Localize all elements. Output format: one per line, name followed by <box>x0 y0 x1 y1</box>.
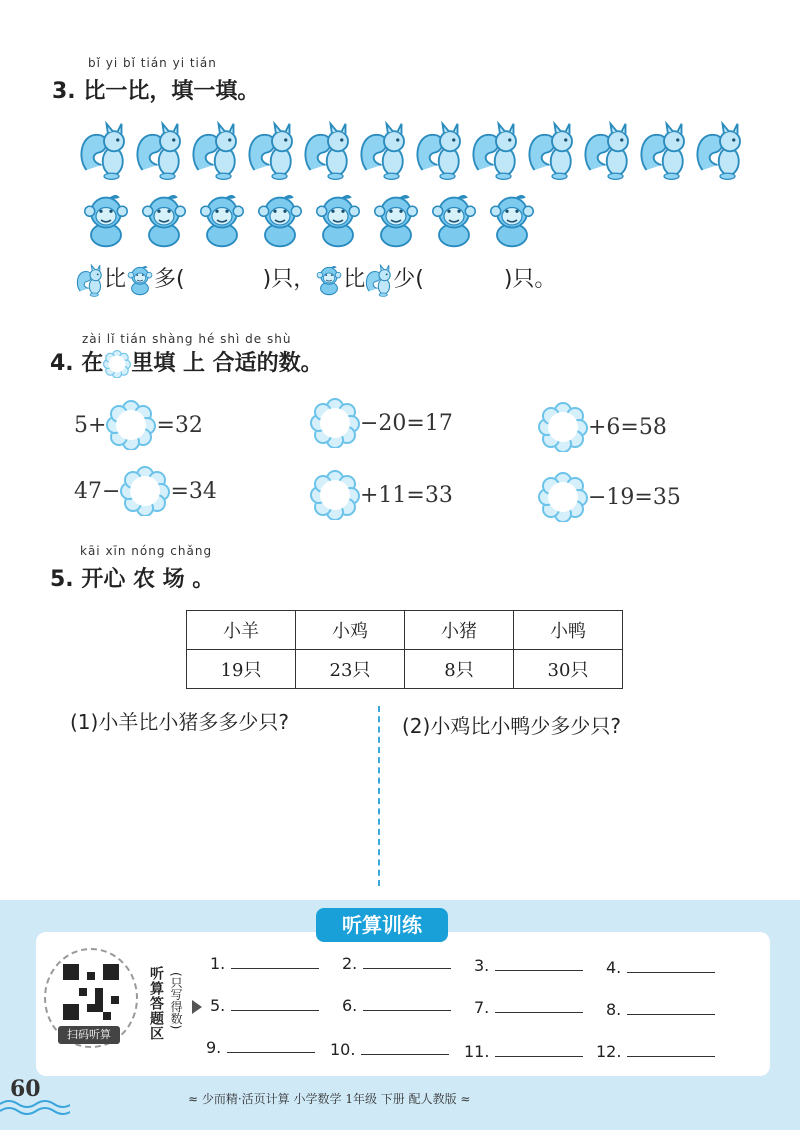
monkey-icon <box>315 263 343 297</box>
monkey-icon <box>370 190 422 250</box>
eq6-right: −19=35 <box>588 484 681 510</box>
q4-pinyin: zài lǐ tián shàng hé shì de shù <box>82 332 292 346</box>
monkey-icon <box>428 190 480 250</box>
blank-label: 4. <box>606 958 622 977</box>
blank-8[interactable] <box>606 1000 715 1019</box>
eq1-left: 5+ <box>74 412 107 438</box>
eq4-right: =34 <box>170 478 217 504</box>
blank-1[interactable] <box>210 954 319 973</box>
q4-title-a: 4. 在 <box>50 351 104 376</box>
qr-label: 扫码听算 <box>58 1026 120 1044</box>
side-note: (只写得数) <box>169 972 183 1030</box>
blank-label: 9. <box>206 1038 222 1057</box>
blank-label: 6. <box>342 996 358 1015</box>
answer-flower-2[interactable] <box>310 398 360 448</box>
blank-label: 12. <box>596 1042 622 1061</box>
answer-flower-1[interactable] <box>106 400 156 450</box>
squirrel-icon <box>414 120 466 180</box>
header-chicken: 小鸡 <box>296 611 405 650</box>
equation-6 <box>538 472 681 522</box>
blank-label: 10. <box>330 1040 356 1059</box>
q3-compare-line <box>76 262 556 297</box>
q3-bi-2: 比 <box>343 267 366 292</box>
equation-2 <box>310 398 453 448</box>
blank-label: 5. <box>210 996 226 1015</box>
value-sheep: 19只 <box>187 650 296 689</box>
value-chicken: 23只 <box>296 650 405 689</box>
header-sheep: 小羊 <box>187 611 296 650</box>
eq3-right: +6=58 <box>588 414 667 440</box>
q3-zhi-comma: )只， <box>262 267 316 292</box>
q3-zhi-end: )只。 <box>503 267 557 292</box>
table-row <box>187 650 623 689</box>
eq4-left: 47− <box>74 478 121 504</box>
monkey-icon <box>486 190 538 250</box>
answer-flower-3[interactable] <box>538 402 588 452</box>
monkey-row <box>80 190 538 250</box>
blank-9[interactable] <box>206 1038 315 1057</box>
squirrel-icon <box>358 120 410 180</box>
squirrel-icon <box>190 120 242 180</box>
side-title: 听算答题区 <box>148 966 164 1041</box>
equation-4 <box>74 466 217 516</box>
squirrel-icon <box>134 120 186 180</box>
squirrel-icon <box>694 120 746 180</box>
eq1-right: =32 <box>156 412 203 438</box>
q5-title: 5. 开心 农 场 。 <box>50 567 215 592</box>
monkey-icon <box>312 190 364 250</box>
answer-flower-6[interactable] <box>538 472 588 522</box>
q3-shao: 少( <box>393 267 424 292</box>
page-number: 60 <box>10 1076 41 1102</box>
squirrel-icon <box>470 120 522 180</box>
answer-divider <box>378 706 380 886</box>
blank-label: 11. <box>464 1042 490 1061</box>
eq2-right: −20=17 <box>360 410 453 436</box>
blank-10[interactable] <box>330 1040 449 1059</box>
answer-area-1[interactable] <box>70 740 360 880</box>
q4-title <box>50 346 323 378</box>
wave-decoration <box>0 1098 70 1118</box>
arrow-icon <box>192 1000 202 1014</box>
monkey-icon <box>196 190 248 250</box>
squirrel-icon <box>76 263 104 297</box>
value-pig: 8只 <box>405 650 514 689</box>
blank-11[interactable] <box>464 1042 583 1061</box>
blank-3[interactable] <box>474 956 583 975</box>
qr-code-icon <box>63 964 119 1020</box>
equation-1 <box>74 400 203 450</box>
monkey-icon <box>80 190 132 250</box>
blank-12[interactable] <box>596 1042 715 1061</box>
squirrel-icon <box>78 120 130 180</box>
answer-flower-4[interactable] <box>120 466 170 516</box>
blank-label: 2. <box>342 954 358 973</box>
blank-2[interactable] <box>342 954 451 973</box>
header-duck: 小鸭 <box>514 611 623 650</box>
answer-area-2[interactable] <box>400 744 720 884</box>
squirrel-icon <box>302 120 354 180</box>
monkey-icon <box>254 190 306 250</box>
squirrel-icon <box>526 120 578 180</box>
blank-label: 3. <box>474 956 490 975</box>
q3-title: 3. 比一比，填一填。 <box>52 79 260 104</box>
q3-duo: 多( <box>154 267 185 292</box>
q3-pinyin: bǐ yi bǐ tián yi tián <box>88 56 217 70</box>
blank-label: 8. <box>606 1000 622 1019</box>
answer-flower-5[interactable] <box>310 470 360 520</box>
value-duck: 30只 <box>514 650 623 689</box>
blank-6[interactable] <box>342 996 451 1015</box>
blank-5[interactable] <box>210 996 319 1015</box>
squirrel-icon <box>638 120 690 180</box>
blank-label: 1. <box>210 954 226 973</box>
farm-table <box>186 610 623 689</box>
q3-bi-1: 比 <box>104 267 127 292</box>
listening-badge: 听算训练 <box>316 908 448 942</box>
squirrel-row <box>78 120 746 180</box>
header-pig: 小猪 <box>405 611 514 650</box>
flower-icon <box>103 350 131 378</box>
monkey-icon <box>138 190 190 250</box>
blank-7[interactable] <box>474 998 583 1017</box>
q5-pinyin: kāi xīn nóng chǎng <box>80 544 213 558</box>
sub-question-1: (1)小羊比小猪多多少只? <box>70 710 289 734</box>
table-header-row <box>187 611 623 650</box>
squirrel-icon <box>365 263 393 297</box>
q4-title-b: 里填 上 合适的数。 <box>131 351 323 376</box>
monkey-icon <box>126 263 154 297</box>
squirrel-icon <box>246 120 298 180</box>
blank-label: 7. <box>474 998 490 1017</box>
eq5-right: +11=33 <box>360 482 453 508</box>
sub-question-2: (2)小鸡比小鸭少多少只? <box>402 714 621 738</box>
blank-4[interactable] <box>606 958 715 977</box>
squirrel-icon <box>582 120 634 180</box>
equation-3 <box>538 402 667 452</box>
equation-5 <box>310 470 453 520</box>
book-info: ≈ 少而精·活页计算 小学数学 1年级 下册 配人教版 ≈ <box>188 1092 471 1106</box>
